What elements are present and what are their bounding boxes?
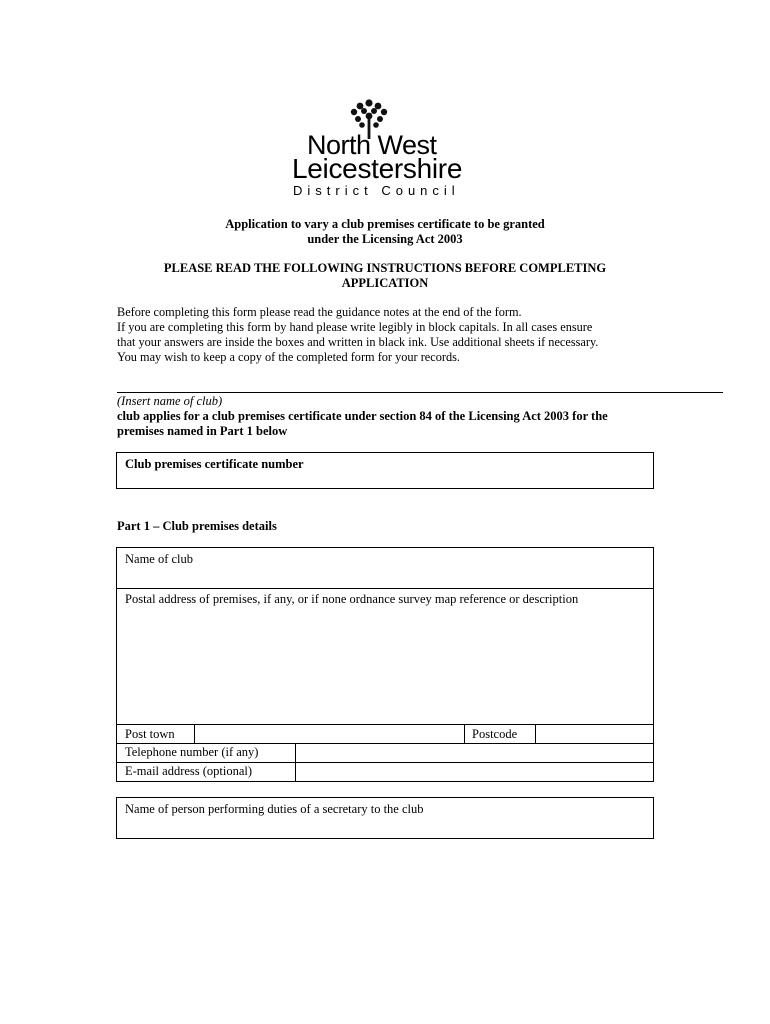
email-label: E-mail address (optional)	[125, 764, 253, 778]
instructions-heading-line1: PLEASE READ THE FOLLOWING INSTRUCTIONS BEFORE COMPLETING	[163, 261, 607, 275]
applies-line2: premises named in Part 1 below	[117, 424, 288, 438]
divider	[117, 588, 653, 589]
telephone-field[interactable]	[299, 745, 645, 761]
club-premises-details-box	[116, 547, 654, 782]
postcode-field[interactable]	[538, 726, 648, 742]
postcode-label: Postcode	[472, 727, 518, 741]
instructions-heading	[115, 261, 655, 291]
council-logo	[290, 99, 490, 199]
postal-address-field[interactable]	[125, 610, 645, 720]
instruction-line: Before completing this form please read the guidance notes at the end of the form.	[117, 305, 522, 319]
club-name-input-line[interactable]	[117, 392, 723, 393]
certificate-number-label: Club premises certificate number	[125, 457, 304, 471]
applies-statement	[117, 409, 677, 439]
form-title-line2: under the Licensing Act 2003	[307, 232, 463, 246]
instructions-text	[117, 305, 677, 365]
divider	[117, 743, 653, 744]
logo-text-line3: District Council	[293, 183, 460, 198]
post-town-field[interactable]	[197, 726, 463, 742]
certificate-number-box[interactable]	[116, 452, 654, 489]
postal-address-label: Postal address of premises, if any, or if none ordnance survey map reference or description	[125, 592, 579, 606]
divider	[535, 724, 536, 743]
form-title	[115, 217, 655, 247]
insert-club-name-label: (Insert name of club)	[117, 394, 223, 408]
secretary-field[interactable]	[125, 818, 645, 834]
part1-title: Part 1 – Club premises details	[117, 519, 277, 533]
secretary-label: Name of person performing duties of a secretary to the club	[125, 802, 424, 816]
instruction-line: that your answers are inside the boxes and written in black ink. Use additional sheets if necessary.	[117, 335, 599, 349]
post-town-label: Post town	[125, 727, 175, 741]
name-of-club-field[interactable]	[125, 568, 645, 586]
certificate-number-field[interactable]	[125, 472, 645, 486]
divider	[117, 724, 653, 725]
secretary-box[interactable]	[116, 797, 654, 839]
telephone-label: Telephone number (if any)	[125, 745, 259, 759]
divider	[464, 724, 465, 743]
email-field[interactable]	[299, 764, 645, 780]
divider	[117, 762, 653, 763]
instructions-heading-line2: APPLICATION	[341, 276, 429, 290]
divider	[194, 724, 195, 743]
name-of-club-label: Name of club	[125, 552, 194, 566]
logo-text-line2: Leicestershire	[292, 153, 463, 184]
instruction-line: You may wish to keep a copy of the completed form for your records.	[117, 350, 460, 364]
logo-text-line1: North West	[307, 130, 437, 160]
form-title-line1: Application to vary a club premises certificate to be granted	[225, 217, 545, 231]
instruction-line: If you are completing this form by hand please write legibly in block capitals. In all cases ensure	[117, 320, 593, 334]
applies-line1: club applies for a club premises certificate under section 84 of the Licensing Act 2003 for the	[117, 409, 608, 423]
